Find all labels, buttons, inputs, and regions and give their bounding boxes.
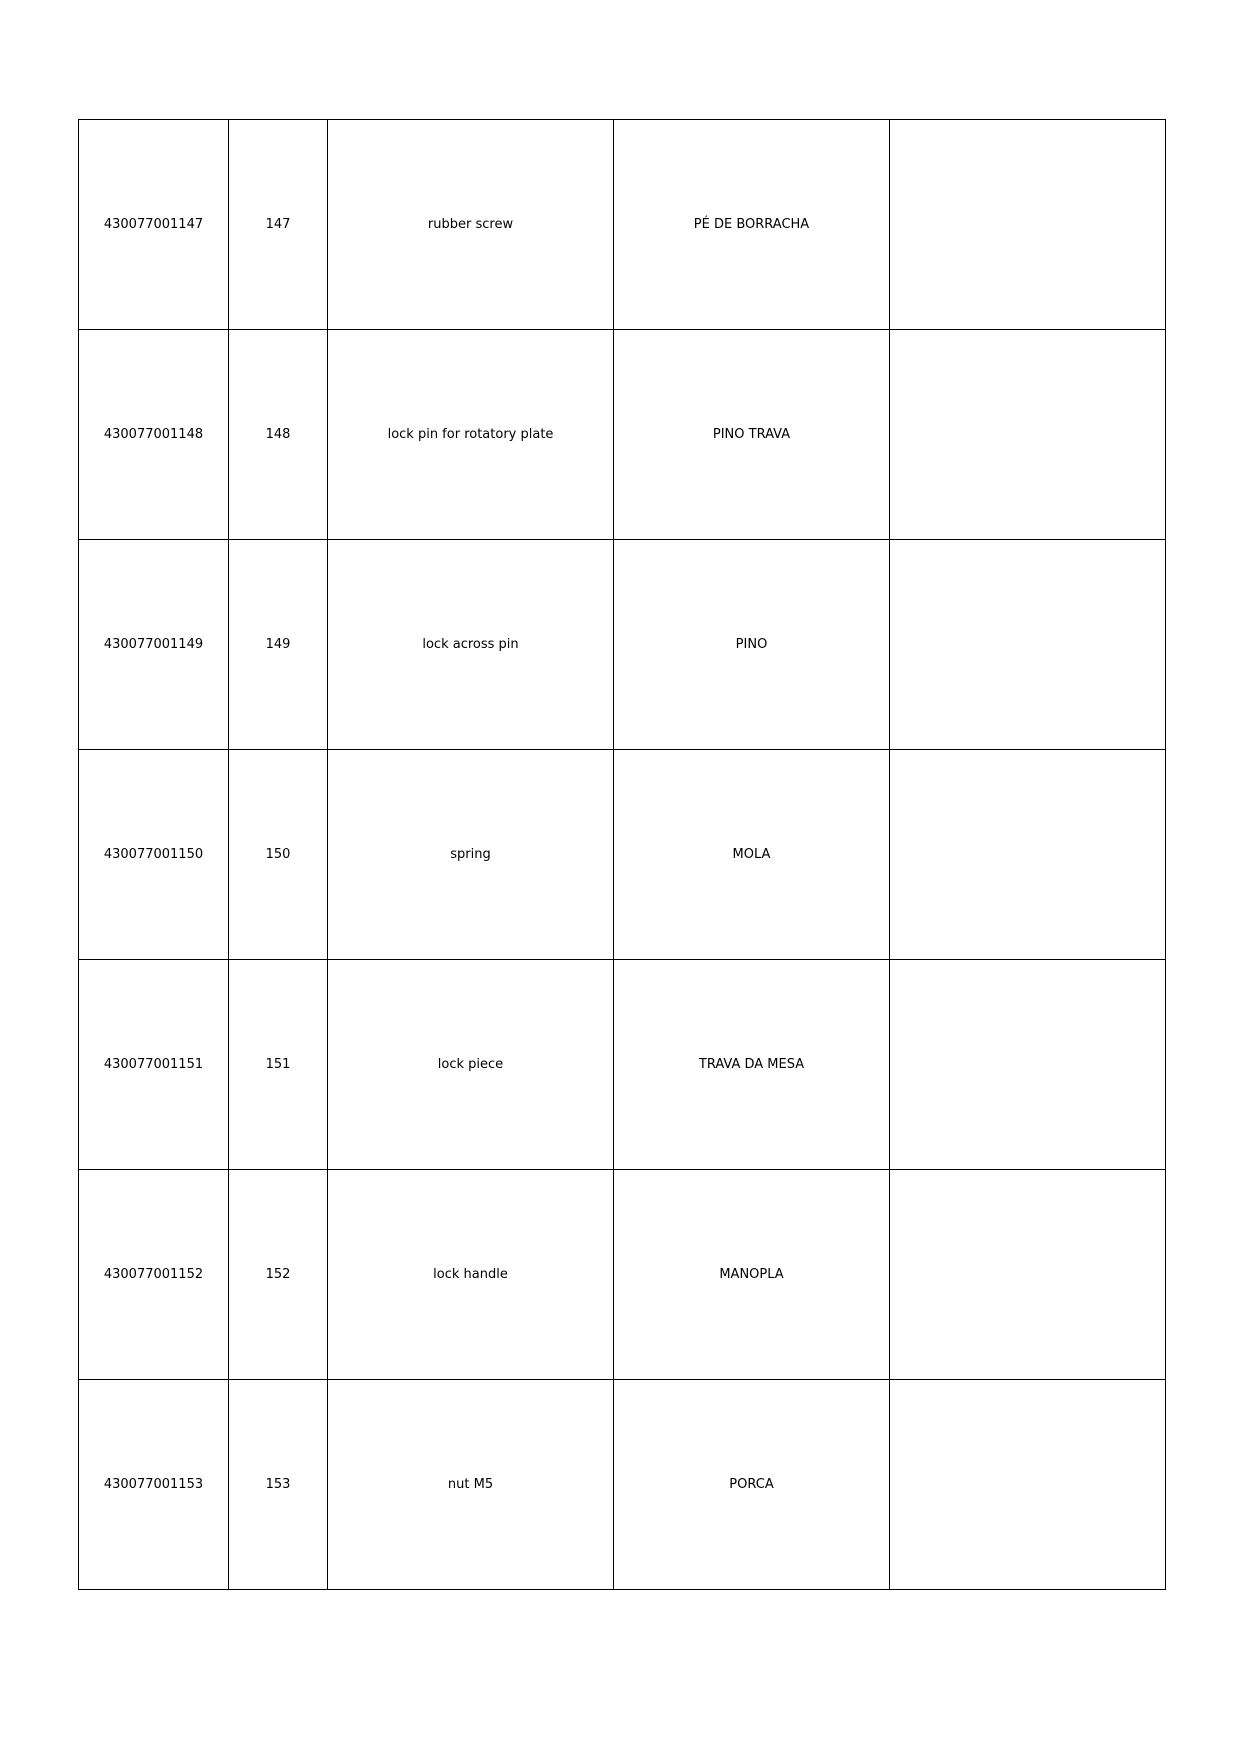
english-description-cell: lock pin for rotatory plate [328,330,614,540]
portuguese-description-cell: MANOPLA [614,1170,890,1380]
english-description-cell: lock across pin [328,540,614,750]
part-code-cell: 430077001147 [79,120,229,330]
table-row [79,540,1166,750]
table-row [79,960,1166,1170]
english-description-cell: spring [328,750,614,960]
part-code-cell: 430077001151 [79,960,229,1170]
item-number-cell: 148 [229,330,328,540]
item-number-cell: 152 [229,1170,328,1380]
item-number-cell: 147 [229,120,328,330]
item-number-cell: 149 [229,540,328,750]
english-description-cell: rubber screw [328,120,614,330]
part-code-cell: 430077001149 [79,540,229,750]
english-description-cell: lock piece [328,960,614,1170]
table-row [79,750,1166,960]
portuguese-description-cell: MOLA [614,750,890,960]
part-code-cell: 430077001148 [79,330,229,540]
note-cell [890,1170,1166,1380]
table-row [79,1170,1166,1380]
note-cell [890,1380,1166,1590]
table-row [79,120,1166,330]
portuguese-description-cell: PINO [614,540,890,750]
portuguese-description-cell: PINO TRAVA [614,330,890,540]
note-cell [890,120,1166,330]
part-code-cell: 430077001150 [79,750,229,960]
portuguese-description-cell: PORCA [614,1380,890,1590]
table-row [79,330,1166,540]
english-description-cell: lock handle [328,1170,614,1380]
part-code-cell: 430077001153 [79,1380,229,1590]
note-cell [890,330,1166,540]
note-cell [890,960,1166,1170]
english-description-cell: nut M5 [328,1380,614,1590]
portuguese-description-cell: PÉ DE BORRACHA [614,120,890,330]
table-row [79,1380,1166,1590]
note-cell [890,540,1166,750]
item-number-cell: 150 [229,750,328,960]
item-number-cell: 153 [229,1380,328,1590]
part-code-cell: 430077001152 [79,1170,229,1380]
parts-table [78,119,1166,1590]
item-number-cell: 151 [229,960,328,1170]
note-cell [890,750,1166,960]
portuguese-description-cell: TRAVA DA MESA [614,960,890,1170]
